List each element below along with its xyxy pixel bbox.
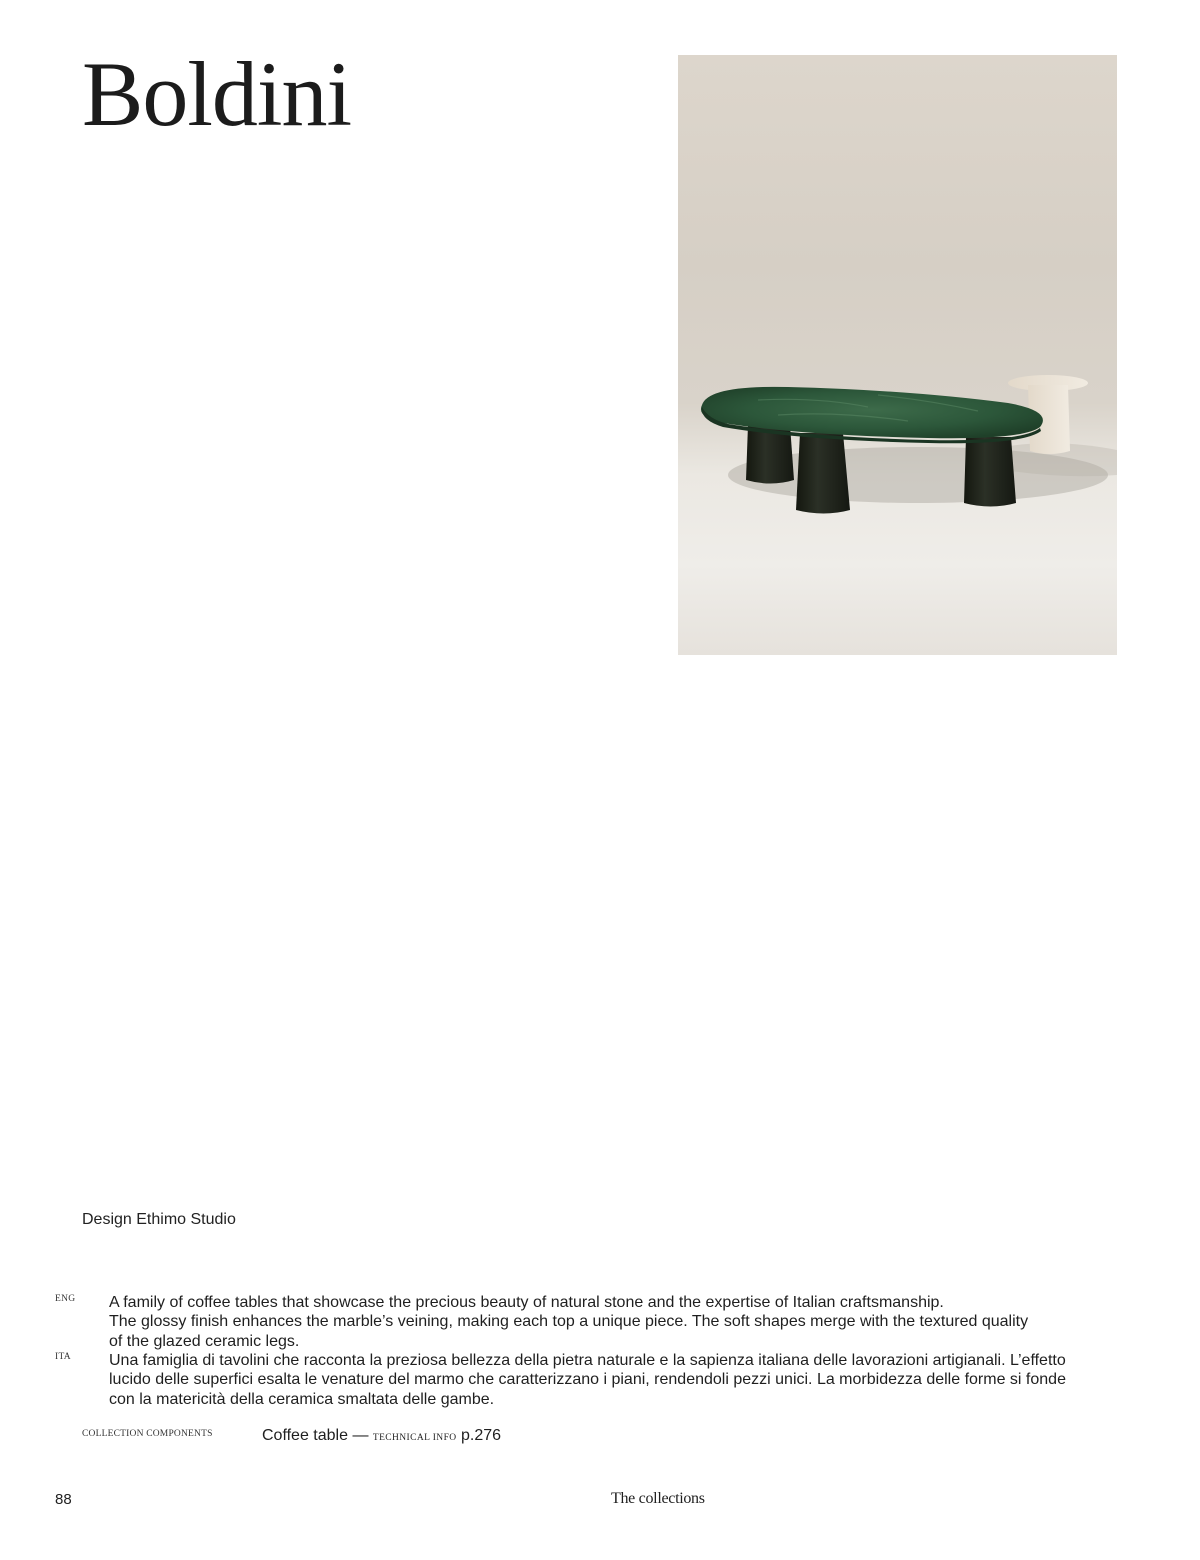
lang-label-ita: ITA xyxy=(55,1352,71,1362)
description-eng-line: The glossy finish enhances the marble’s veining, making each top a unique piece. The soft shapes merge with the textured quality xyxy=(109,1313,1029,1331)
collection-components-value xyxy=(262,1427,501,1445)
description-eng-line: of the glazed ceramic legs. xyxy=(109,1332,300,1350)
description-eng-line: A family of coffee tables that showcase the precious beauty of natural stone and the expertise of Italian craftsmanship. xyxy=(109,1294,944,1311)
description-ita xyxy=(109,1351,1169,1409)
leg-right xyxy=(964,437,1016,507)
technical-info-label: TECHNICAL INFO xyxy=(372,1433,457,1443)
collection-components-label: COLLECTION COMPONENTS xyxy=(82,1429,213,1439)
page-number: 88 xyxy=(55,1491,72,1508)
product-photo xyxy=(678,55,1117,655)
description-ita-line: Una famiglia di tavolini che racconta la preziosa bellezza della pietra naturale e la sapienza italiana delle lavorazioni artigianali. L’effetto xyxy=(109,1352,1066,1369)
page-title: Boldini xyxy=(82,43,352,145)
designer-credit: Design Ethimo Studio xyxy=(82,1211,236,1228)
lang-label-eng: ENG xyxy=(55,1294,76,1304)
component-item: Coffee table — xyxy=(262,1427,369,1444)
description-ita-line: lucido delle superfici esalta le venature del marmo che caratterizzano i piani, rendendoli pezzi unici. La morbidezza delle forme si fonde xyxy=(109,1371,1066,1389)
section-title: The collections xyxy=(611,1490,705,1507)
leg-center xyxy=(796,433,850,514)
description-eng xyxy=(109,1293,1169,1351)
description-ita-line: con la matericità della ceramica smaltata delle gambe. xyxy=(109,1390,495,1408)
technical-info-page-link[interactable]: p.276 xyxy=(460,1427,502,1444)
